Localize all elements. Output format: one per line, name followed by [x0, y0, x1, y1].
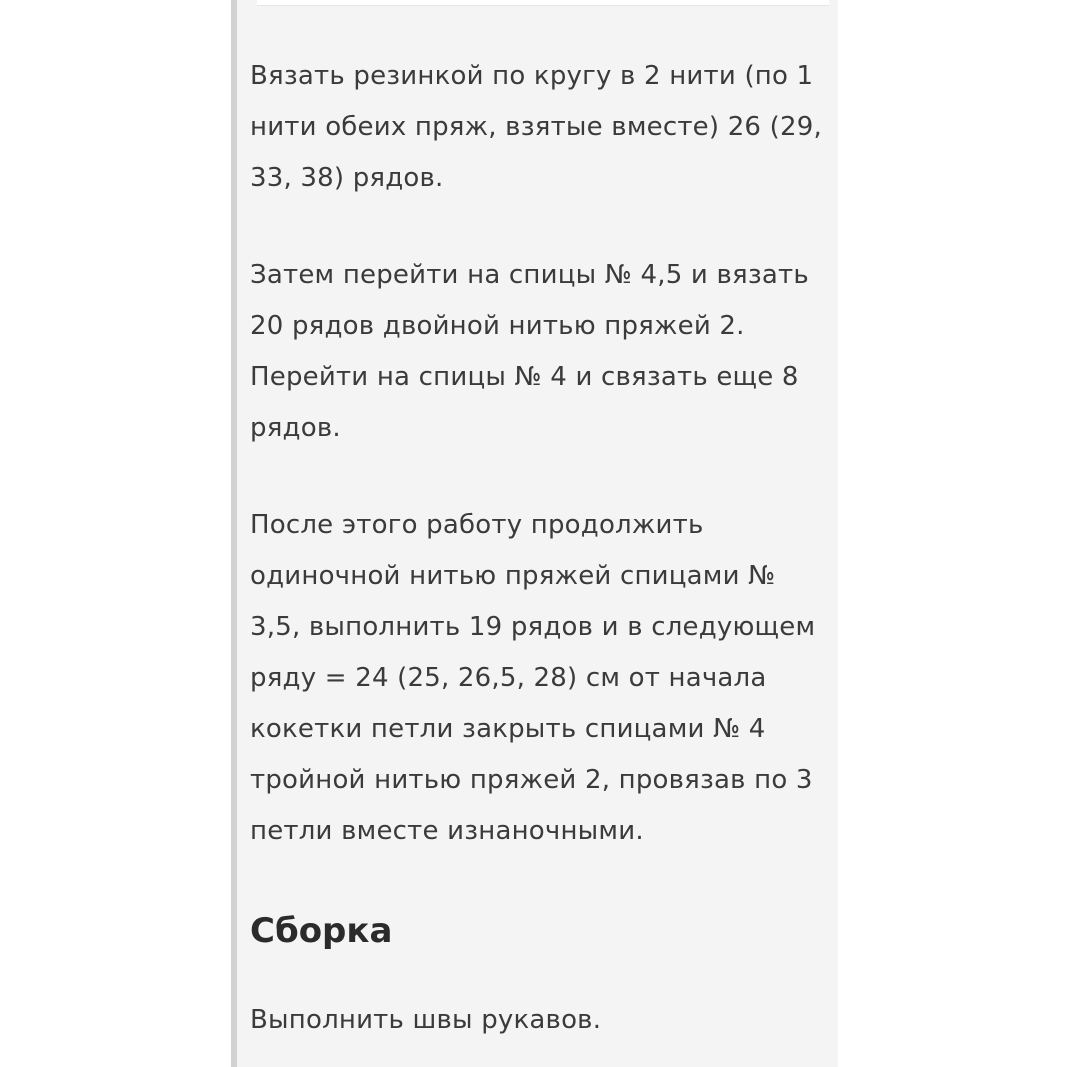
paragraph-line: После этого работу продолжить: [250, 510, 704, 540]
paragraph-line: петли вместе изнаночными.: [250, 816, 644, 846]
paragraph-ribbing: [250, 51, 830, 204]
paragraph-line: 20 рядов двойной нитью пряжей 2.: [250, 311, 745, 341]
paragraph-line: одиночной нитью пряжей спицами №: [250, 561, 776, 591]
paragraph-line: Вязать резинкой по кругу в 2 нити (по 1: [250, 61, 814, 91]
paragraph-line: Выполнить швы рукавов.: [250, 1005, 602, 1035]
paragraph-line: 3,5, выполнить 19 рядов и в следующем: [250, 612, 816, 642]
paragraph-line: ряду = 24 (25, 26,5, 28) см от начала: [250, 663, 767, 693]
paragraph-line: 33, 38) рядов.: [250, 163, 444, 193]
paragraph-line: Затем перейти на спицы № 4,5 и вязать: [250, 260, 809, 290]
paragraph-bind-off: [250, 500, 830, 857]
article-content: [231, 0, 838, 1067]
paragraph-line: кокетки петли закрыть спицами № 4: [250, 714, 766, 744]
section-heading-assembly: Сборка: [250, 911, 393, 951]
image-card-edge: [257, 0, 829, 6]
paragraph-line: рядов.: [250, 413, 341, 443]
paragraph-needles: [250, 250, 830, 454]
paragraph-line: нити обеих пряж, взятые вместе) 26 (29,: [250, 112, 822, 142]
paragraph-line: тройной нитью пряжей 2, провязав по 3: [250, 765, 813, 795]
paragraph-line: Перейти на спицы № 4 и связать еще 8: [250, 362, 799, 392]
paragraph-assembly: [250, 995, 830, 1046]
